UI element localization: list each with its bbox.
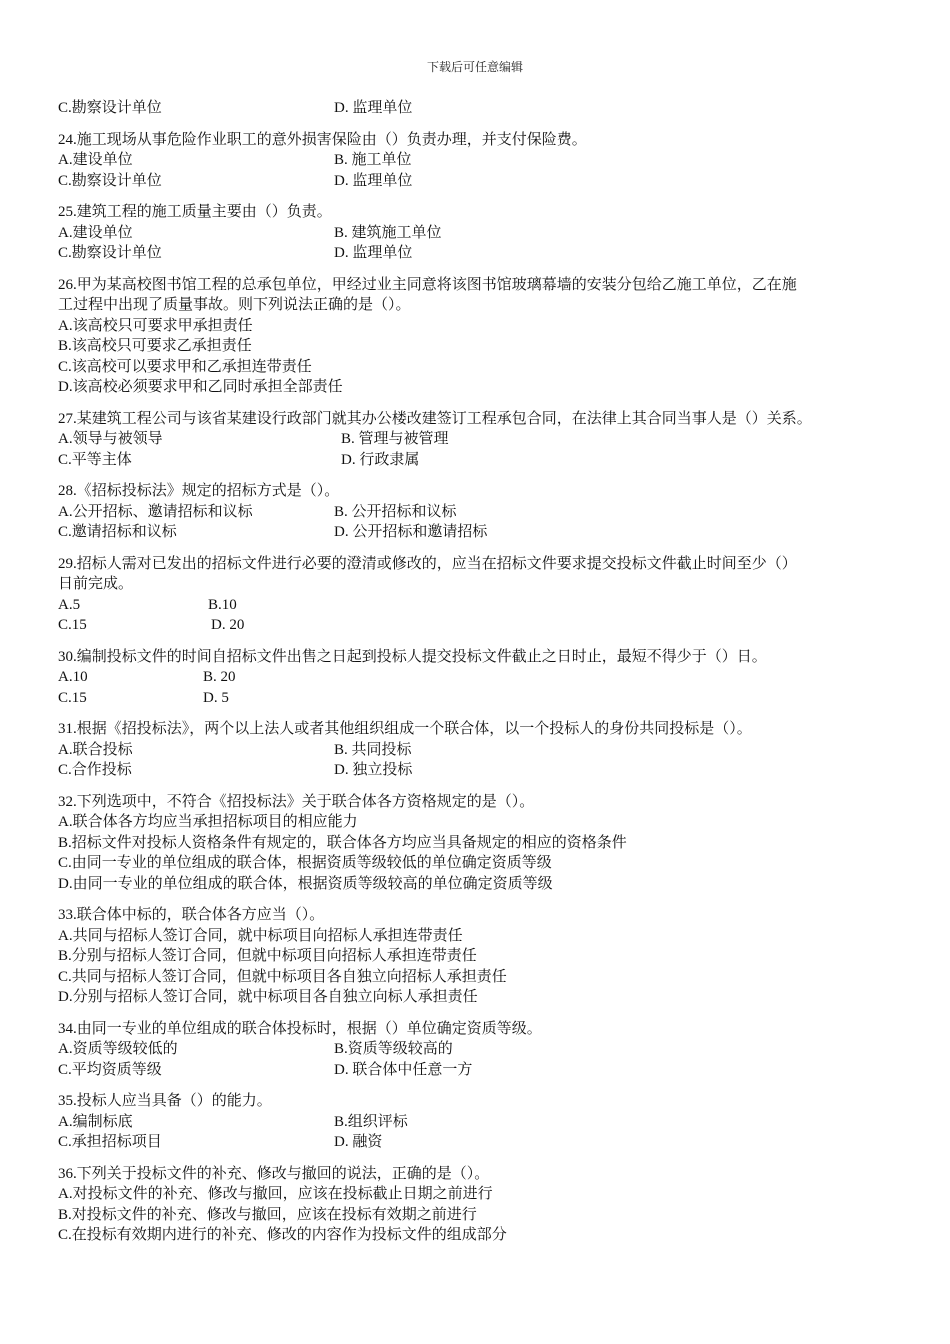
option-row: [58, 150, 910, 171]
option-row: [58, 98, 910, 119]
option-c: C.平均资质等级: [58, 1061, 162, 1078]
option-d: D. 20: [211, 617, 245, 633]
option-d: D.该高校必须要求甲和乙同时承担全部责任: [58, 379, 343, 395]
option-b: B.该高校只可要求乙承担责任: [58, 338, 252, 354]
option-a: A.编制标底: [58, 1113, 133, 1130]
option-b: B.分别与招标人签订合同，但就中标项目向招标人承担连带责任: [58, 948, 477, 964]
option-a: A.建设单位: [58, 152, 133, 168]
option-d: D.分别与招标人签订合同，就中标项目各自独立向标人承担责任: [58, 989, 478, 1005]
option-d: D. 独立投标: [334, 762, 413, 778]
question-stem: 29.招标人需对已发出的招标文件进行必要的澄清或修改的，应当在招标文件要求提交投标文件截止时间至少（）: [58, 555, 797, 572]
option-d: D. 行政隶属: [341, 451, 420, 468]
option-d: D. 监理单位: [334, 172, 413, 189]
question-stem: 36.下列关于投标文件的补充、修改与撤回的说法，正确的是（）。: [58, 1165, 490, 1182]
option-row: [58, 1039, 910, 1060]
option-c: C.合作投标: [58, 762, 132, 778]
option-b: B.10: [208, 596, 237, 613]
page-header: 下载后可任意编辑: [426, 60, 523, 74]
option-row: [58, 667, 910, 688]
question-26: [58, 275, 910, 398]
question-stem: 33.联合体中标的，联合体各方应当（）。: [58, 907, 325, 923]
question-31: [58, 719, 910, 781]
option-row: [58, 1112, 910, 1133]
question-33: [58, 905, 910, 1008]
option-d: D.由同一专业的单位组成的联合体，根据资质等级较高的单位确定资质等级: [58, 875, 553, 892]
question-25: [58, 202, 910, 264]
option-d: D. 联合体中任意一方: [334, 1061, 473, 1078]
option-c: C.在投标有效期内进行的补充、修改的内容作为投标文件的组成部分: [58, 1227, 507, 1243]
question-32: [58, 792, 910, 895]
option-a: A.对投标文件的补充、修改与撤回，应该在投标截止日期之前进行: [58, 1186, 493, 1202]
option-row: [58, 595, 910, 616]
option-row: [58, 429, 910, 450]
option-b: B.资质等级较高的: [334, 1041, 453, 1057]
question-35: [58, 1091, 910, 1153]
option-b: B. 20: [203, 669, 236, 685]
option-row: [58, 1132, 910, 1153]
question-stem: 30.编制投标文件的时间自招标文件出售之日起到投标人提交投标文件截止之日时止，最短不得少于（）日。: [58, 648, 767, 665]
option-c: C.勘察设计单位: [58, 172, 162, 189]
option-row: [58, 171, 910, 192]
option-b: B.招标文件对投标人资格条件有规定的，联合体各方均应当具备规定的相应的资格条件: [58, 834, 627, 851]
question-stem: 31.根据《招投标法》，两个以上法人或者其他组织组成一个联合体，以一个投标人的身份共同投标是（）。: [58, 721, 752, 737]
option-row: [58, 740, 910, 761]
question-23-tail: [58, 98, 910, 119]
option-row: [58, 243, 910, 264]
question-stem: 26.甲为某高校图书馆工程的总承包单位，甲经过业主同意将该图书馆玻璃幕墙的安装分包给乙施工单位，乙在施: [58, 276, 797, 293]
option-c: C.承担招标项目: [58, 1134, 162, 1150]
question-30: [58, 647, 910, 709]
question-stem: 24.施工现场从事危险作业职工的意外损害保险由（）负责办理，并支付保险费。: [58, 131, 587, 148]
option-c: C.由同一专业的单位组成的联合体，根据资质等级较低的单位确定资质等级: [58, 855, 552, 871]
option-a: A.资质等级较低的: [58, 1041, 178, 1057]
option-a: A.公开招标、邀请招标和议标: [58, 503, 253, 520]
option-row: [58, 502, 910, 523]
option-a: A.联合体各方均应当承担招标项目的相应能力: [58, 814, 358, 830]
option-b: B. 共同投标: [334, 741, 412, 758]
option-b: B. 公开招标和议标: [334, 503, 457, 520]
option-a: A.共同与招标人签订合同，就中标项目向招标人承担连带责任: [58, 927, 463, 944]
option-row: [58, 615, 910, 636]
option-d: D. 公开招标和邀请招标: [334, 524, 488, 540]
option-a: A.建设单位: [58, 224, 133, 241]
option-a: A.5: [58, 596, 81, 613]
question-stem: 28.《招标投标法》规定的招标方式是（）。: [58, 483, 340, 499]
option-c: C.勘察设计单位: [58, 100, 162, 116]
option-d: D. 5: [203, 689, 229, 706]
option-d: D. 融资: [334, 1134, 383, 1150]
option-row: [58, 760, 910, 781]
option-a: A.该高校只可要求甲承担责任: [58, 317, 253, 334]
question-28: [58, 481, 910, 543]
option-row: [58, 1060, 910, 1081]
question-29: [58, 554, 910, 636]
option-c: C.邀请招标和议标: [58, 524, 177, 540]
option-c: C.平等主体: [58, 451, 132, 468]
option-a: A.领导与被领导: [58, 431, 163, 447]
option-b: B. 管理与被管理: [341, 431, 449, 447]
option-c: C.15: [58, 617, 87, 633]
option-c: C.共同与招标人签订合同，但就中标项目各自独立向招标人承担责任: [58, 968, 507, 985]
option-b: B.组织评标: [334, 1113, 408, 1130]
option-row: [58, 223, 910, 244]
option-c: C.勘察设计单位: [58, 245, 162, 261]
option-b: B.对投标文件的补充、修改与撤回，应该在投标有效期之前进行: [58, 1206, 477, 1223]
option-row: [58, 450, 910, 471]
option-a: A.联合投标: [58, 741, 133, 758]
question-stem: 25.建筑工程的施工质量主要由（）负责。: [58, 204, 332, 220]
option-b: B. 建筑施工单位: [334, 224, 442, 241]
option-c: C.该高校可以要求甲和乙承担连带责任: [58, 358, 312, 375]
option-a: A.10: [58, 669, 88, 685]
question-stem: 35.投标人应当具备（）的能力。: [58, 1093, 272, 1109]
question-36: [58, 1164, 910, 1246]
question-24: [58, 130, 910, 192]
question-stem-continued: 工过程中出现了质量事故。则下列说法正确的是（）。: [58, 297, 411, 313]
option-row: [58, 688, 910, 709]
question-stem: 34.由同一专业的单位组成的联合体投标时，根据（）单位确定资质等级。: [58, 1020, 542, 1037]
question-34: [58, 1019, 910, 1081]
option-row: [58, 522, 910, 543]
option-b: B. 施工单位: [334, 152, 412, 168]
option-c: C.15: [58, 689, 87, 706]
question-list: [58, 98, 910, 1257]
option-d: D. 监理单位: [334, 100, 413, 116]
option-d: D. 监理单位: [334, 245, 413, 261]
question-stem-continued: 日前完成。: [58, 576, 134, 592]
question-27: [58, 409, 910, 471]
question-stem: 32.下列选项中，不符合《招投标法》关于联合体各方资格规定的是（）。: [58, 793, 535, 810]
question-stem: 27.某建筑工程公司与该省某建设行政部门就其办公楼改建签订工程承包合同，在法律上其合同当事人是（）关系。: [58, 410, 812, 427]
